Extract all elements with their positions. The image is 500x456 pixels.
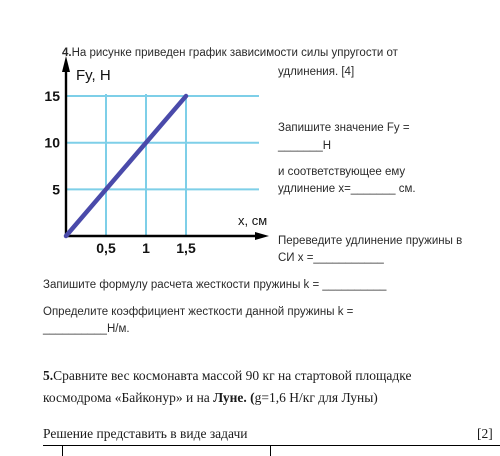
task5-paren: (	[246, 390, 255, 405]
answer-table-left-border	[62, 445, 63, 456]
x-tick-label-0: 0,5	[96, 240, 116, 256]
task5-text-b4: g=1,6 Н/кг для Луны)	[254, 390, 378, 405]
question-si-conversion: Переведите удлинение пружины в	[278, 235, 463, 247]
y-tick-label-0: 5	[52, 181, 60, 198]
task5-text-b1: космодрома «Байконур» и на	[43, 390, 214, 405]
answer-table-top-border	[43, 445, 500, 446]
task4-number: 4.	[62, 47, 72, 59]
task5-number: 5.	[43, 368, 54, 383]
question-stiffness-formula: Запишите формулу расчета жесткости пружины k = __________	[43, 279, 387, 291]
question-stiffness-value: Определите коэффициент жесткости данной пружины k =	[43, 306, 354, 318]
series-line-0	[66, 96, 186, 236]
question-force-value: Запишите значение Fy =	[278, 122, 410, 134]
x-axis-label: х, см	[238, 213, 268, 228]
answer-table-middle-border	[270, 445, 271, 456]
task5-score: [2]	[477, 426, 493, 441]
task4-title-line2: удлинения. [4]	[278, 66, 355, 78]
question-stiffness-blank: __________Н/м.	[43, 323, 130, 335]
y-tick-label-1: 10	[44, 134, 60, 151]
question-force-blank: _______Н	[278, 140, 332, 152]
y-axis-label: Fy, Н	[76, 67, 111, 84]
task4-title-text: На рисунке приведен график зависимости силы упругости от	[71, 47, 398, 59]
task5-line1	[43, 368, 412, 384]
x-tick-label-1: 1	[142, 240, 150, 256]
question-extension: и соответствующее ему	[278, 166, 406, 178]
y-tick-label-2: 15	[44, 88, 60, 105]
task5-moon: Луне.	[213, 390, 247, 405]
x-axis-arrow-icon	[255, 232, 269, 240]
task5-line2	[43, 390, 378, 406]
question-extension-blank: удлинение х=_______ см.	[278, 183, 416, 195]
task5-text-a: Сравните вес космонавта массой 90 кг на стартовой площадке	[53, 368, 412, 383]
task5-solution-note: Решение представить в виде задачи	[43, 426, 248, 441]
x-tick-label-2: 1,5	[176, 240, 196, 256]
question-si-blank: СИ х =___________	[278, 252, 384, 264]
task4-title	[62, 47, 398, 59]
